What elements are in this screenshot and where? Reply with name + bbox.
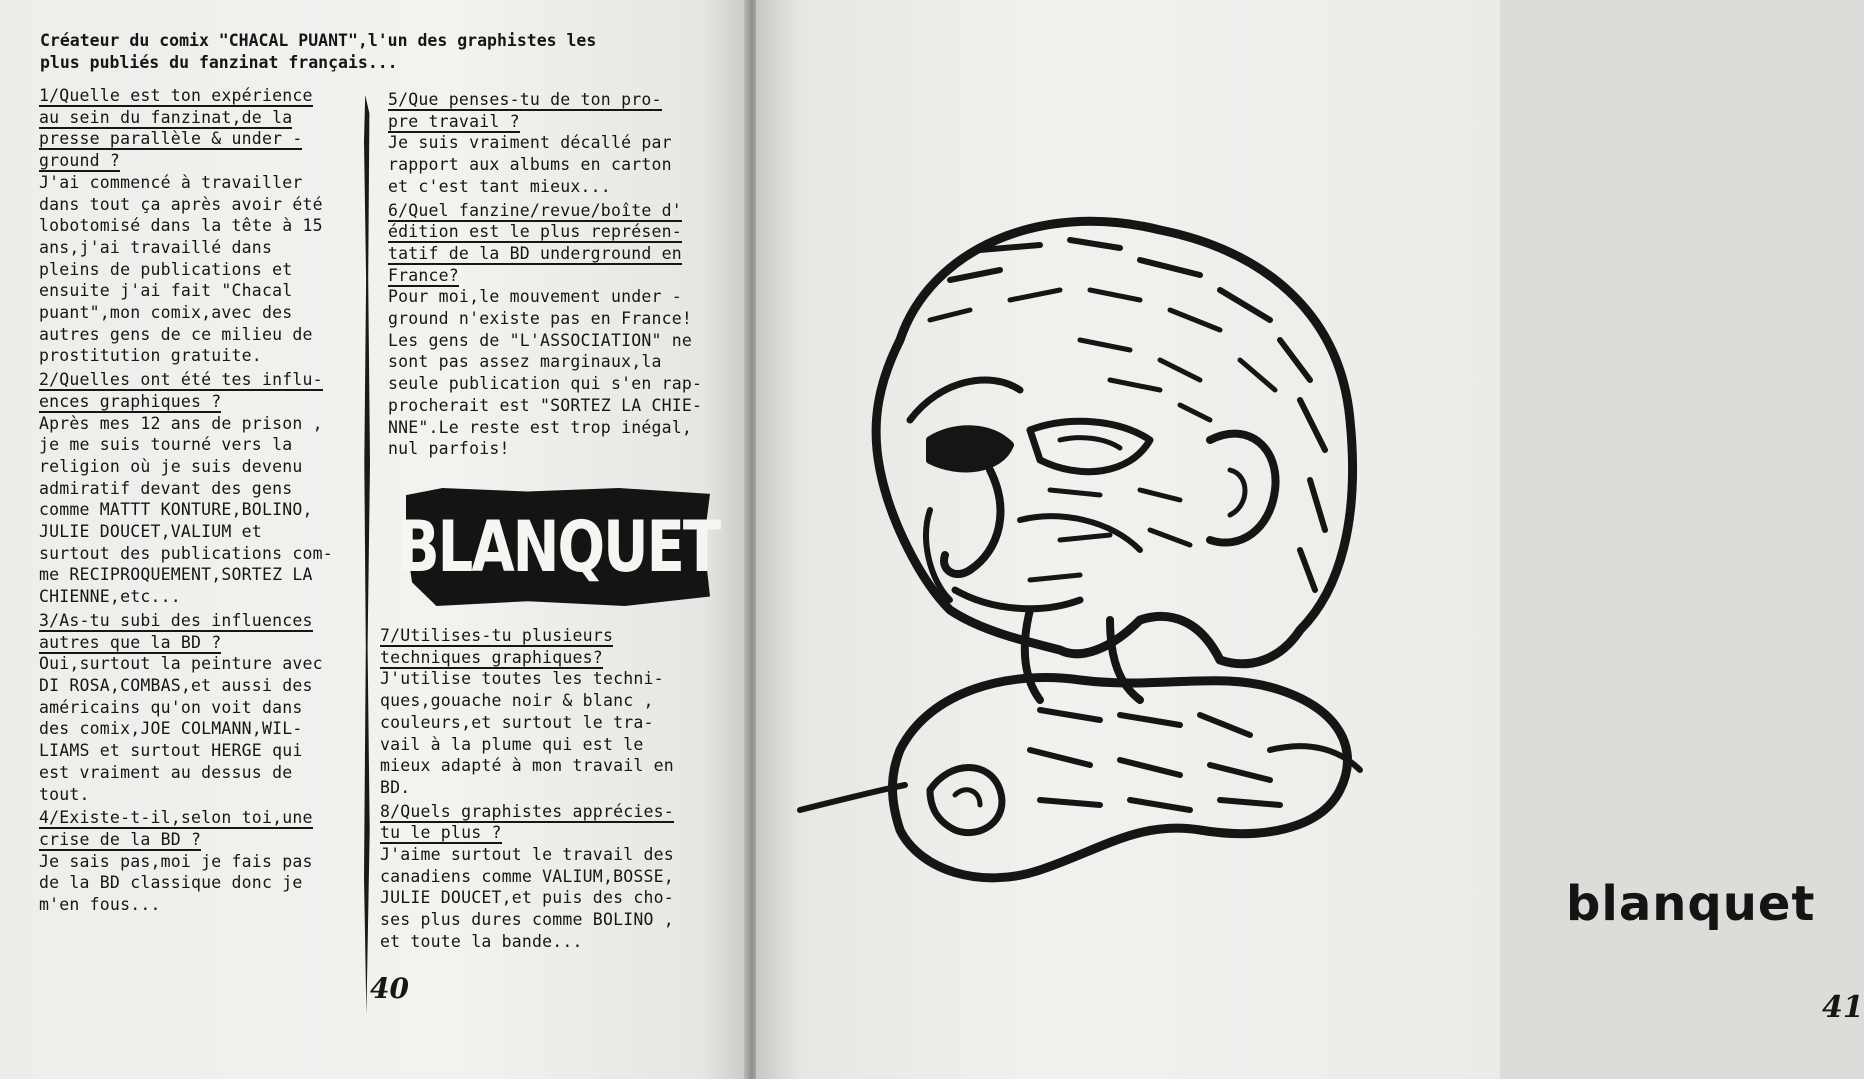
qa-item: [39, 369, 359, 608]
qa-item: [380, 625, 710, 799]
answer-1: J'ai commencé à travailler dans tout ça après avoir été lobotomisé dans la tête à 15 ans,j'ai travaillé dans pleins de publications et ensuite j'ai fait "Chacal puant",mon comix,avec des autres gens de ce milieu de prostitution gratuite.: [39, 172, 323, 366]
intro-heading: Créateur du comix "CHACAL PUANT",l'un des graphistes les plus publiés du fanzinat français...: [40, 31, 597, 72]
qa-item: [39, 610, 359, 805]
qa-item: [380, 801, 710, 953]
ink-divider-line: [364, 95, 370, 1015]
left-page: [0, 0, 748, 1079]
portrait-illustration: [780, 190, 1380, 910]
right-page: [756, 0, 1864, 1079]
question-6: 6/Quel fanzine/revue/boîte d' édition est le plus représen- tatif de la BD underground en France?: [388, 200, 682, 285]
question-7: 7/Utilises-tu plusieurs techniques graphiques?: [380, 626, 614, 667]
interview-column-1: [39, 85, 359, 918]
answer-6: Pour moi,le mouvement under - ground n'existe pas en France! Les gens de "L'ASSOCIATION" ne sont pas assez marginaux,la seule publication qui s'en rap- procherait est "SORTEZ LA CHIE- NNE".Le reste est trop inégal, nul parfois!: [388, 287, 703, 459]
answer-7: J'utilise toutes les techni- ques,gouache noir & blanc , couleurs,et surtout le tra- vail à la plume qui est le mieux adapté à mon travail en BD.: [380, 669, 674, 797]
artist-signature: blanquet: [1566, 876, 1816, 932]
blanquet-logo: BLANQUET: [396, 506, 720, 588]
answer-8: J'aime surtout le travail des canadiens comme VALIUM,BOSSE, JULIE DOUCET,et puis des cho- ses plus dures comme BOLINO , et toute la bande...: [380, 845, 674, 951]
answer-4: Je sais pas,moi je fais pas de la BD classique donc je m'en fous...: [39, 851, 313, 915]
qa-item: [388, 89, 710, 198]
interview-column-3: [380, 625, 710, 955]
interview-column-2: [388, 89, 710, 462]
question-8: 8/Quels graphistes apprécies- tu le plus ?: [380, 801, 674, 843]
qa-item: [39, 85, 359, 367]
question-2: 2/Quelles ont été tes influ- ences graphiques ?: [39, 370, 323, 411]
qa-item: [388, 200, 710, 460]
question-1: 1/Quelle est ton expérience au sein du fanzinat,de la presse parallèle & under - ground ?: [39, 86, 313, 171]
qa-item: [39, 807, 359, 916]
answer-5: Je suis vraiment décallé par rapport aux albums en carton et c'est tant mieux...: [388, 133, 672, 196]
question-5: 5/Que penses-tu de ton pro- pre travail ?: [388, 90, 662, 131]
question-4: 4/Existe-t-il,selon toi,une crise de la BD ?: [39, 808, 313, 849]
answer-2: Après mes 12 ans de prison , je me suis tourné vers la religion où je suis devenu admiratif devant des gens comme MATTT KONTURE,BOLINO, JULIE DOUCET,VALIUM et surtout des publications com- me RECIPROQUEMENT,SORTEZ LA CHIENNE,etc...: [39, 413, 333, 607]
page-number-left: 40: [370, 972, 409, 1005]
page-number-right: 41: [1822, 990, 1864, 1025]
answer-3: Oui,surtout la peinture avec DI ROSA,COMBAS,et aussi des américains qu'on voit dans des comix,JOE COLMANN,WIL- LIAMS et surtout HERGE qui est vraiment au dessus de tout.: [39, 654, 323, 804]
question-3: 3/As-tu subi des influences autres que la BD ?: [39, 610, 313, 652]
